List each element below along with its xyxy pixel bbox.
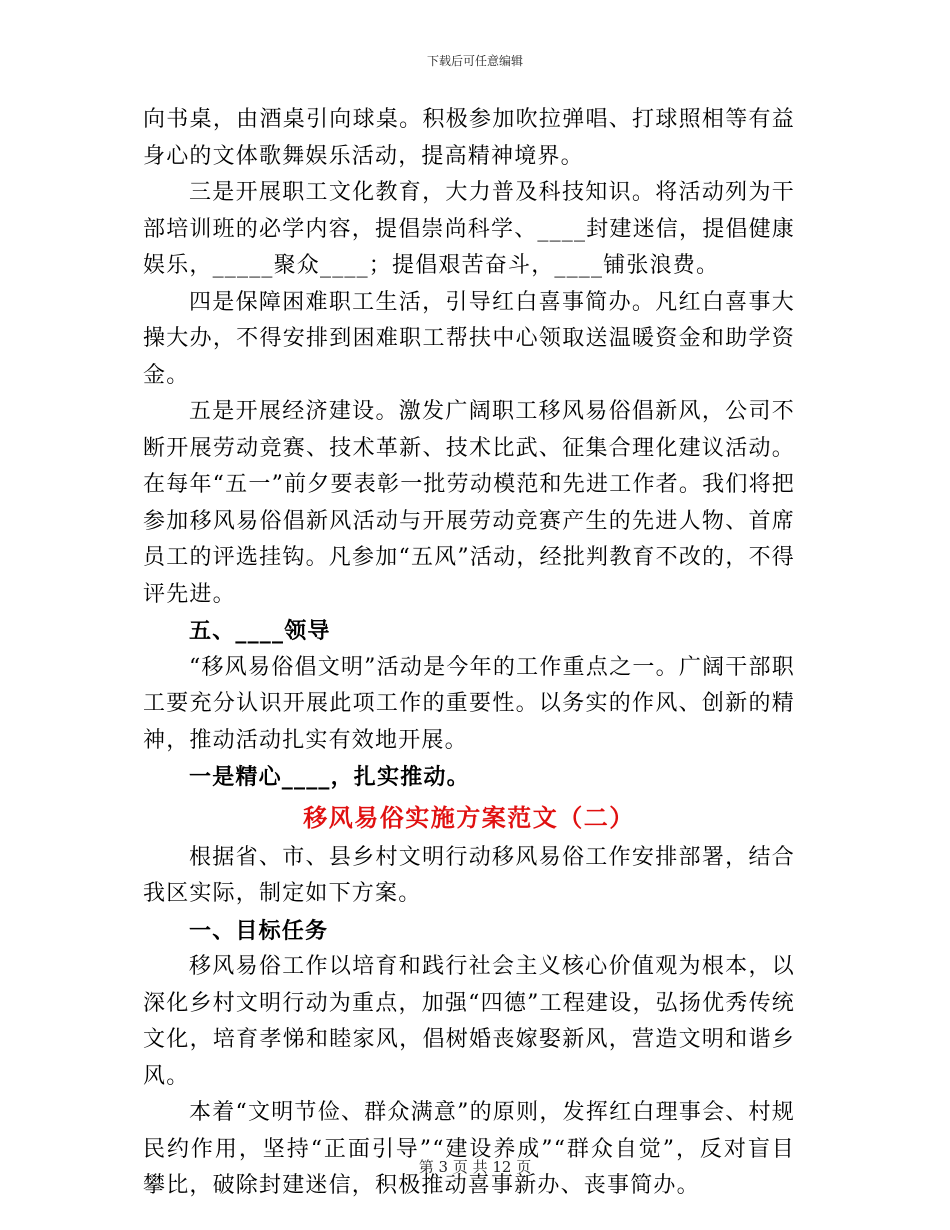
paragraph: 移风易俗工作以培育和践行社会主义核心价值观为根本，以深化乡村文明行动为重点，加强“四德”工程建设，弘扬优秀传统文化，培育孝悌和睦家风，倡树婚丧嫁娶新风，营造文明和谐乡风。 bbox=[143, 954, 795, 1089]
page-footer: 第 3 页 共 12 页 bbox=[418, 1158, 532, 1176]
section-heading: 五、____领导 bbox=[189, 618, 331, 644]
section-heading: 一、目标任务 bbox=[189, 917, 329, 944]
page-header: 下载后可任意编辑 bbox=[426, 54, 523, 68]
paragraph: 向书桌，由酒桌引向球桌。积极参加吹拉弹唱、打球照相等有益身心的文体歌舞娱乐活动，提高精神境界。 bbox=[143, 107, 795, 169]
paragraph: 五是开展经济建设。激发广阔职工移风易俗倡新风，公司不断开展劳动竞赛、技术革新、技术比武、征集合理化建议活动。在每年“五一”前夕要表彰一批劳动模范和先进工作者。我们将把参加移风易俗倡新风活动与开展劳动竞赛产生的先进人物、首席员工的评选挂钩。凡参加“五风”活动，经批判教育不改的，不得评先进。 bbox=[143, 399, 795, 607]
document-body bbox=[143, 102, 795, 1205]
paragraph: 四是保障困难职工生活，引导红白喜事简办。凡红白喜事大操大办，不得安排到困难职工帮扶中心领取送温暖资金和助学资金。 bbox=[143, 289, 795, 388]
paragraph: 本着“文明节俭、群众满意”的原则，发挥红白理事会、村规民约作用，坚持“正面引导”“建设养成”“群众自觉”，反对盲目攀比，破除封建迷信，积极推动喜事新办、丧事简办。 bbox=[143, 1100, 795, 1198]
subsection-heading: 一是精心____，扎实推动。 bbox=[189, 764, 470, 790]
paragraph: 三是开展职工文化教育，大力普及科技知识。将活动列为干部培训班的必学内容，提倡崇尚科学、____封建迷信，提倡健康娱乐，_____聚众____；提倡艰苦奋斗，____铺张浪费。 bbox=[143, 180, 796, 278]
section-title: 移风易俗实施方案范文（二） bbox=[303, 802, 635, 832]
paragraph: 根据省、市、县乡村文明行动移风易俗工作安排部署，结合我区实际，制定如下方案。 bbox=[143, 844, 795, 906]
paragraph: “移风易俗倡文明”活动是今年的工作重点之一。广阔干部职工要充分认识开展此项工作的重要性。以务实的作风、创新的精神，推动活动扎实有效地开展。 bbox=[143, 654, 795, 753]
